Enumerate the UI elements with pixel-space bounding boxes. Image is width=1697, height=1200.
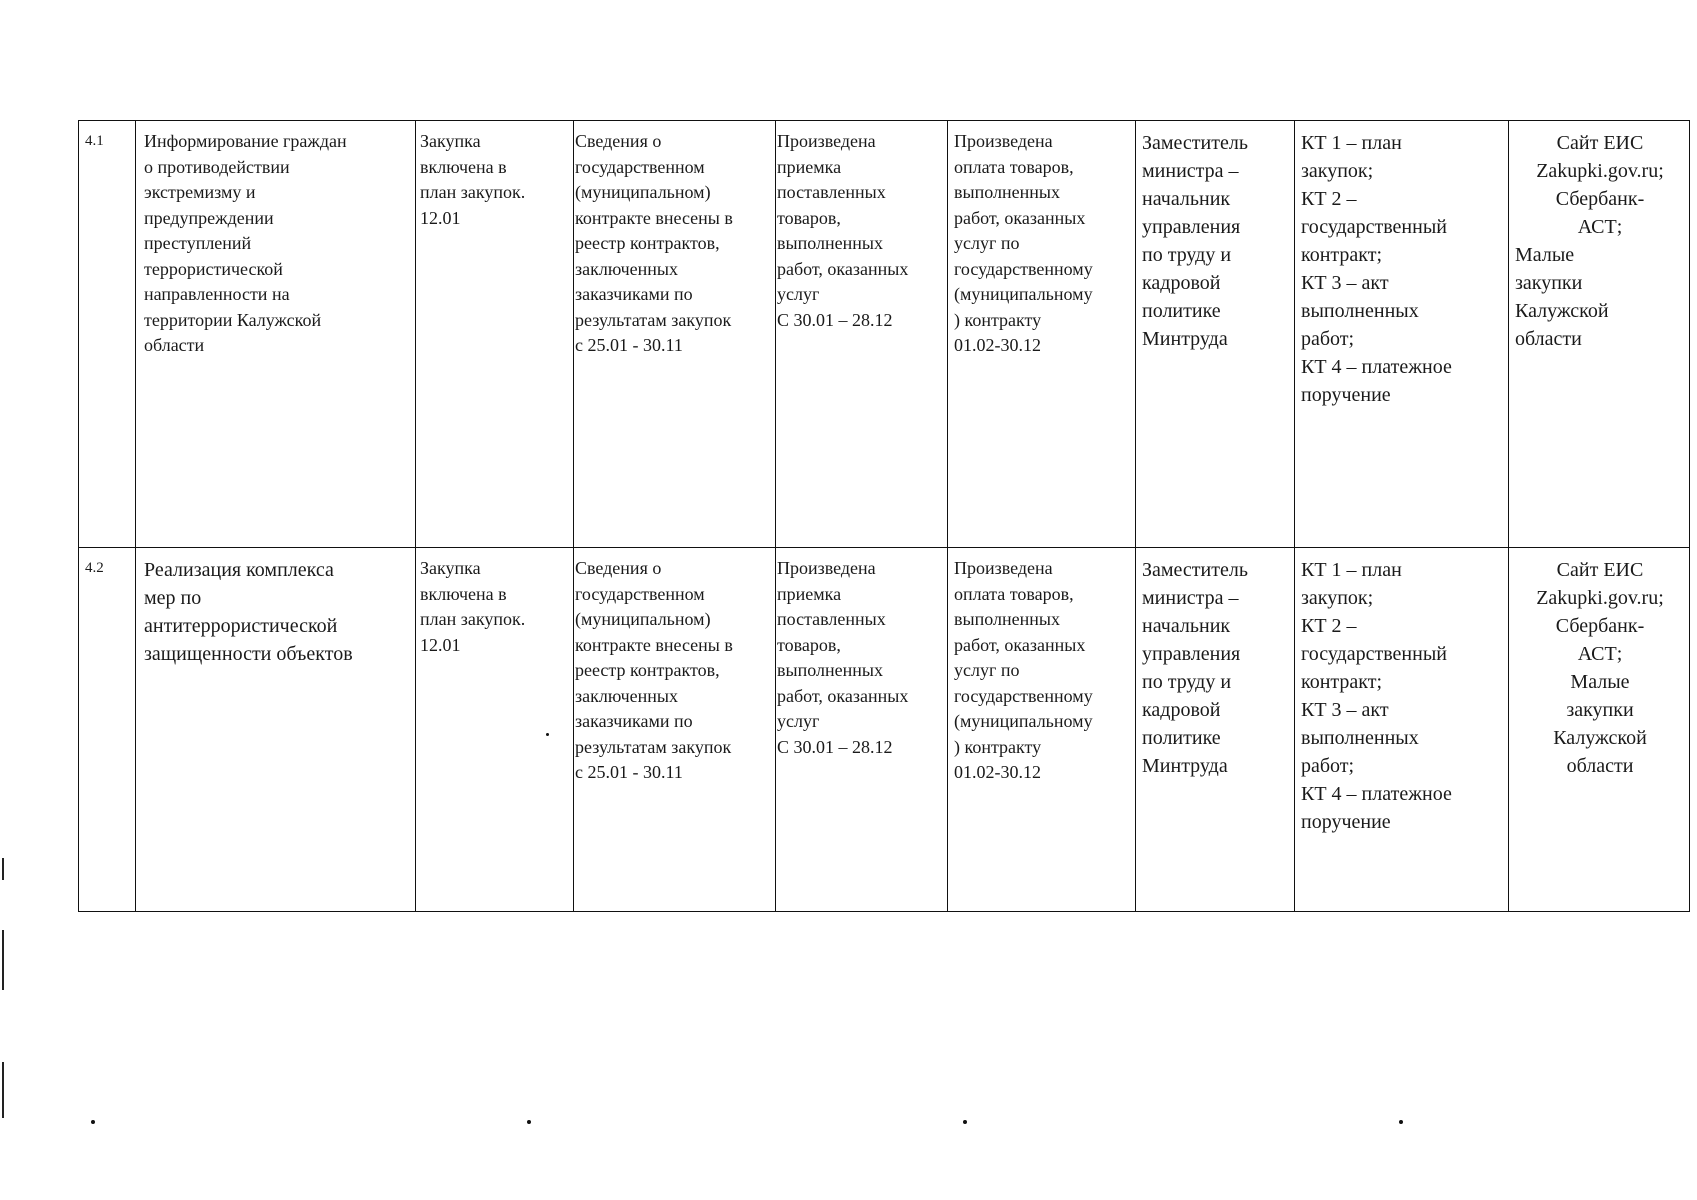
text-line: оплата товаров, — [954, 583, 1074, 604]
text-line: (муниципальному — [954, 284, 1093, 304]
text-line: преступлений — [144, 233, 252, 253]
responsible-person — [1136, 121, 1295, 548]
text-line: Сайт ЕИС — [1556, 559, 1644, 581]
text-line: план закупок. — [420, 182, 526, 202]
scan-dot — [963, 1120, 967, 1124]
text-line: контракте внесены в — [575, 207, 733, 228]
contract-registry-info — [574, 548, 776, 912]
text-line: Заместитель — [1142, 559, 1248, 581]
purchase-status — [416, 548, 574, 912]
text-line: результатам закупок — [575, 309, 732, 330]
contract-registry-info — [574, 121, 776, 548]
platform-info — [1509, 548, 1690, 912]
text-line: КТ 2 – — [1301, 615, 1357, 637]
text-line: по труду и — [1142, 244, 1232, 266]
text-line: ) контракту — [954, 736, 1042, 757]
text-line: ) контракту — [954, 309, 1042, 330]
text-line: государственному — [954, 685, 1093, 706]
text-line: кадровой — [1142, 272, 1221, 294]
text-line: С 30.01 – 28.12 — [777, 736, 893, 757]
text-line: предупреждении — [144, 207, 274, 228]
text-line: услуг — [777, 711, 820, 731]
text-line: области — [144, 335, 205, 355]
text-line: поставленных — [777, 182, 886, 202]
text-line: государственный — [1301, 643, 1447, 665]
text-line: Малые — [1515, 244, 1575, 266]
text-line: товаров, — [777, 634, 841, 655]
text-line: управления — [1142, 216, 1241, 238]
text-line: экстремизму и — [144, 182, 256, 202]
platform-info — [1509, 121, 1690, 548]
text-line: закупки — [1515, 272, 1583, 294]
table-row — [79, 548, 1690, 912]
text-line: приемка — [777, 583, 842, 604]
text-line: политике — [1142, 300, 1221, 322]
text-line: контракте внесены в — [575, 634, 733, 655]
text-line: закупки — [1566, 699, 1634, 721]
measure-title — [136, 548, 416, 912]
text-line: работ, оказанных — [954, 207, 1086, 228]
text-line: контракт; — [1301, 671, 1383, 693]
text-line: КТ 2 – — [1301, 188, 1357, 210]
text-line: Минтруда — [1142, 328, 1228, 350]
text-line: услуг по — [954, 233, 1020, 253]
text-line: Zakupki.gov.ru; — [1536, 160, 1664, 182]
text-line: выполненных — [1301, 727, 1419, 749]
text-line: начальник — [1142, 188, 1231, 210]
text-line: заключенных — [575, 685, 678, 706]
text-line: выполненных — [777, 233, 883, 253]
text-line: КТ 4 – платежное — [1301, 356, 1452, 378]
purchase-status — [416, 121, 574, 548]
control-points — [1295, 121, 1509, 548]
text-line: начальник — [1142, 615, 1231, 637]
text-line: закупок; — [1301, 160, 1374, 182]
acceptance-info — [776, 548, 948, 912]
text-line: реестр контрактов, — [575, 660, 720, 680]
text-line: товаров, — [777, 207, 841, 228]
text-line: кадровой — [1142, 699, 1221, 721]
scan-tick — [2, 930, 4, 990]
text-line: защищенности объектов — [144, 643, 353, 665]
text-line: государственному — [954, 258, 1093, 279]
text-line: государственный — [1301, 216, 1447, 238]
row-number: 4.2 — [79, 548, 136, 912]
text-line: Сведения о — [575, 558, 662, 578]
text-line: с 25.01 - 30.11 — [575, 762, 683, 782]
text-line: поручение — [1301, 811, 1391, 833]
text-line: заказчиками по — [575, 284, 693, 304]
text-line: включена в — [420, 583, 507, 604]
text-line: работ, оказанных — [777, 685, 909, 706]
text-line: выполненных — [1301, 300, 1419, 322]
text-line: работ, оказанных — [954, 634, 1086, 655]
text-line: управления — [1142, 643, 1241, 665]
text-line: работ; — [1301, 755, 1355, 777]
text-line: Калужской — [1515, 300, 1609, 322]
scan-dot — [546, 733, 549, 736]
text-line: АСТ; — [1577, 643, 1623, 665]
text-line: выполненных — [954, 609, 1060, 629]
text-line: реестр контрактов, — [575, 233, 720, 253]
text-line: КТ 1 – план — [1301, 559, 1402, 581]
text-line: министра – — [1142, 587, 1239, 609]
text-line: приемка — [777, 156, 842, 177]
text-line: работ, оказанных — [777, 258, 909, 279]
text-line: Сайт ЕИС — [1556, 132, 1644, 154]
text-line: результатам закупок — [575, 736, 732, 757]
table-row — [79, 121, 1690, 548]
text-line: Произведена — [954, 558, 1053, 578]
text-line: государственном — [575, 156, 705, 177]
scan-dot — [527, 1120, 531, 1124]
text-line: Сбербанк- — [1555, 188, 1645, 210]
text-line: включена в — [420, 156, 507, 177]
text-line: Минтруда — [1142, 755, 1228, 777]
responsible-person — [1136, 548, 1295, 912]
payment-info — [948, 548, 1136, 912]
text-line: поручение — [1301, 384, 1391, 406]
text-line: Закупка — [420, 558, 481, 578]
text-line: Zakupki.gov.ru; — [1536, 587, 1664, 609]
text-line: мер по — [144, 587, 202, 609]
scan-dot — [1399, 1120, 1403, 1124]
text-line: Произведена — [777, 558, 876, 578]
text-line: государственном — [575, 583, 705, 604]
text-line: выполненных — [777, 660, 883, 680]
acceptance-info — [776, 121, 948, 548]
text-line: поставленных — [777, 609, 886, 629]
text-line: террористической — [144, 258, 283, 279]
measure-title — [136, 121, 416, 548]
text-line: работ; — [1301, 328, 1355, 350]
text-line: закупок; — [1301, 587, 1374, 609]
text-line: АСТ; — [1577, 216, 1623, 238]
text-line: Информирование граждан — [144, 131, 347, 151]
text-line: с 25.01 - 30.11 — [575, 335, 683, 355]
text-line: КТ 3 – акт — [1301, 272, 1389, 294]
text-line: Заместитель — [1142, 132, 1248, 154]
text-line: Сбербанк- — [1555, 615, 1645, 637]
text-line: КТ 1 – план — [1301, 132, 1402, 154]
text-line: о противодействии — [144, 156, 290, 177]
text-line: 01.02-30.12 — [954, 335, 1041, 355]
text-line: выполненных — [954, 182, 1060, 202]
text-line: план закупок. — [420, 609, 526, 629]
text-line: области — [1515, 328, 1582, 350]
text-line: заказчиками по — [575, 711, 693, 731]
text-line: Реализация комплекса — [144, 559, 334, 581]
text-line: Сведения о — [575, 131, 662, 151]
text-line: услуг — [777, 284, 820, 304]
text-line: (муниципальном) — [575, 609, 711, 629]
text-line: Произведена — [954, 131, 1053, 151]
text-line: Калужской — [1553, 727, 1647, 749]
text-line: С 30.01 – 28.12 — [777, 309, 893, 330]
row-number: 4.1 — [79, 121, 136, 548]
control-points — [1295, 548, 1509, 912]
scan-tick — [2, 858, 4, 880]
text-line: территории Калужской — [144, 309, 322, 330]
text-line: оплата товаров, — [954, 156, 1074, 177]
text-line: контракт; — [1301, 244, 1383, 266]
text-line: политике — [1142, 727, 1221, 749]
text-line: КТ 4 – платежное — [1301, 783, 1452, 805]
text-line: услуг по — [954, 660, 1020, 680]
text-line: министра – — [1142, 160, 1239, 182]
text-line: по труду и — [1142, 671, 1232, 693]
plan-table — [78, 120, 1690, 912]
text-line: заключенных — [575, 258, 678, 279]
text-line: 01.02-30.12 — [954, 762, 1041, 782]
payment-info — [948, 121, 1136, 548]
text-line: Произведена — [777, 131, 876, 151]
text-line: КТ 3 – акт — [1301, 699, 1389, 721]
scan-tick — [2, 1062, 4, 1118]
text-line: 12.01 — [420, 634, 461, 655]
text-line: антитеррористической — [144, 615, 338, 637]
text-line: Малые — [1570, 671, 1630, 693]
scan-dot — [91, 1120, 95, 1124]
text-line: области — [1566, 755, 1634, 777]
text-line: (муниципальном) — [575, 182, 711, 202]
text-line: 12.01 — [420, 207, 461, 228]
text-line: Закупка — [420, 131, 481, 151]
text-line: (муниципальному — [954, 711, 1093, 731]
text-line: направленности на — [144, 284, 290, 304]
